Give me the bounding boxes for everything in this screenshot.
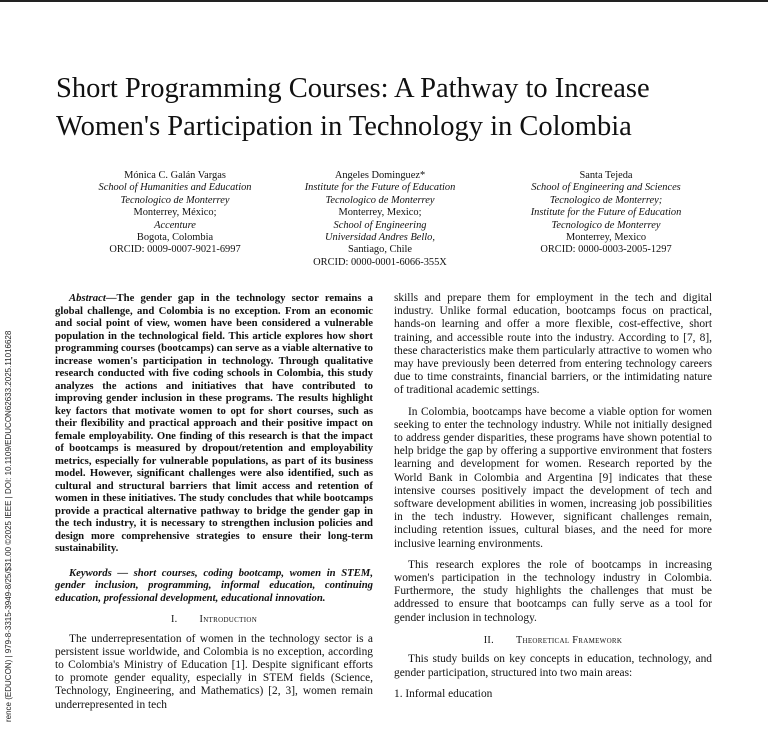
author-name: Mónica C. Galán Vargas (124, 170, 226, 181)
abstract-text: —The gender gap in the technology sector remains a global challenge, and Colombia is no exception. From an economic and social point of view, women have been considered a vulnerable population in the technological field. This article explores how short programming courses (bootcamps) can serve as a viable alternative to increase women's participation in technology. Through qualitative research conducted with five coding schools in Colombia, this study analyzes the actions and initiatives that have contributed to improving gender inclusion in these programs. The results highlight key factors that motivate women to opt for short courses, such as their flexibility and practical approach and their positive impact on female employability. One finding of this research is that the impact of bootcamps is measured by dropout/retention and employability metrics, especially for vulnerable populations, as part of its business model. However, significant challenges were also identified, such as cultural and structural barriers that limit access and retention of women in these initiatives. The study concludes that while bootcamps provide a practical alternative pathway to bridge the gender gap in the tech industry, it is necessary to strengthen inclusion policies and design more comprehensive strategies to ensure their long-term sustainability. (55, 292, 373, 554)
author-location: Monterrey, Mexico; (338, 207, 422, 219)
author-location: Santiago, Chile (347, 244, 413, 256)
left-column (55, 292, 373, 712)
author-name: Santa Tejeda (579, 170, 633, 181)
author-affiliation: Institute for the Future of Education (530, 207, 682, 219)
author-location: Bogota, Colombia (136, 232, 214, 244)
keywords: Keywords — short courses, coding bootcamp, women in STEM, gender inclusion, programming, informal education, continuing education, professional development, educational innovation. (55, 566, 373, 604)
author-orcid: ORCID: 0000-0003-2005-1297 (540, 244, 672, 256)
body-paragraph: This research explores the role of bootcamps in increasing women's participation in the technology industry in Colombia. Furthermore, the study highlights the challenges that must be addressed to ensure that bootcamps can fully serve as a tool for gender inclusion in technology. (394, 558, 712, 624)
author-affiliation: Accenture (154, 219, 196, 231)
author-orcid: ORCID: 0009-0007-9021-6997 (109, 244, 241, 256)
author-affiliation: Institute for the Future of Education (304, 182, 456, 194)
author-block-2 (290, 170, 470, 269)
body-paragraph: skills and prepare them for employment in the tech and digital industry. Unlike formal education, bootcamps focus on practical, hands-on learning and offer a more flexible, cost-effective, short training, and accessible route into the industry. According to [7, 8], these characteristics make them particularly attractive to women who may have previously been deterred from entering technology careers due to time constraints, financial barriers, or the intimidating nature of traditional academic settings. (394, 292, 712, 397)
author-name: Angeles Dominguez* (334, 170, 426, 181)
author-affiliation: Tecnologico de Monterrey (551, 219, 661, 231)
doi-side-strip: rence (EDUCON) | 979-8-3315-3949-8/25/$31.00 ©2025 IEEE | DOI: 10.1109/EDUCON62633.2025.11016628 (4, 330, 13, 722)
introduction-paragraph: The underrepresentation of women in the technology sector is a persistent issue worldwide, and Colombia is no exception, according to Colombia's Ministry of Education [1]. Despite significant efforts to promote gender equality, especially in STEM fields (Science, Technology, Engineering, and Mathematics) [2, 3], women remain underrepresented in tech (55, 632, 373, 711)
author-affiliation: School of Humanities and Education (98, 182, 252, 194)
section-heading-introduction (55, 614, 373, 627)
author-affiliation: Tecnologico de Monterrey (120, 194, 230, 206)
author-affiliation: Tecnologico de Monterrey (325, 194, 435, 206)
section-number: II. (483, 634, 494, 646)
author-affiliation: School of Engineering (333, 219, 427, 231)
paper-title: Short Programming Courses: A Pathway to Increase Women's Participation in Technology in Colombia (56, 73, 650, 142)
abstract (55, 292, 373, 555)
author-location: Monterrey, México; (133, 207, 217, 219)
author-block-1 (62, 170, 288, 257)
section-number: I. (170, 614, 178, 625)
section-title: Introduction (199, 614, 258, 625)
author-orcid: ORCID: 0000-0001-6066-355X (313, 256, 447, 268)
body-paragraph: In Colombia, bootcamps have become a viable option for women seeking to enter the technology industry. While not initially designed to address gender disparities, these programs have shown potential to help bridge the gap by offering a supportive environment that fosters learning and development for women. Research reported by the World Bank in Colombia and Argentina [9] indicates that these intensive courses positively impact the development of tech and software development abilities in women, increasing job possibilities in the tech industry. However, significant challenges remain, including retention issues, cultural biases, and the need for more inclusive learning environments. (394, 405, 712, 550)
author-affiliation: School of Engineering and Sciences (531, 182, 681, 194)
page-top-rule (0, 0, 768, 2)
list-item: 1. Informal education (394, 687, 493, 700)
author-affiliation: Tecnologico de Monterrey; (549, 194, 663, 206)
author-affiliation: Universidad Andres Bello, (325, 232, 435, 244)
right-column (394, 292, 712, 701)
author-block-3 (506, 170, 706, 257)
body-paragraph: This study builds on key concepts in education, technology, and gender participation, structured into two main areas: (394, 653, 712, 679)
section-title: Theoretical Framework (515, 634, 623, 646)
author-location: Monterrey, Mexico (565, 232, 647, 244)
abstract-lead: Abstract (69, 292, 106, 304)
section-heading-theoretical-framework (394, 635, 712, 648)
